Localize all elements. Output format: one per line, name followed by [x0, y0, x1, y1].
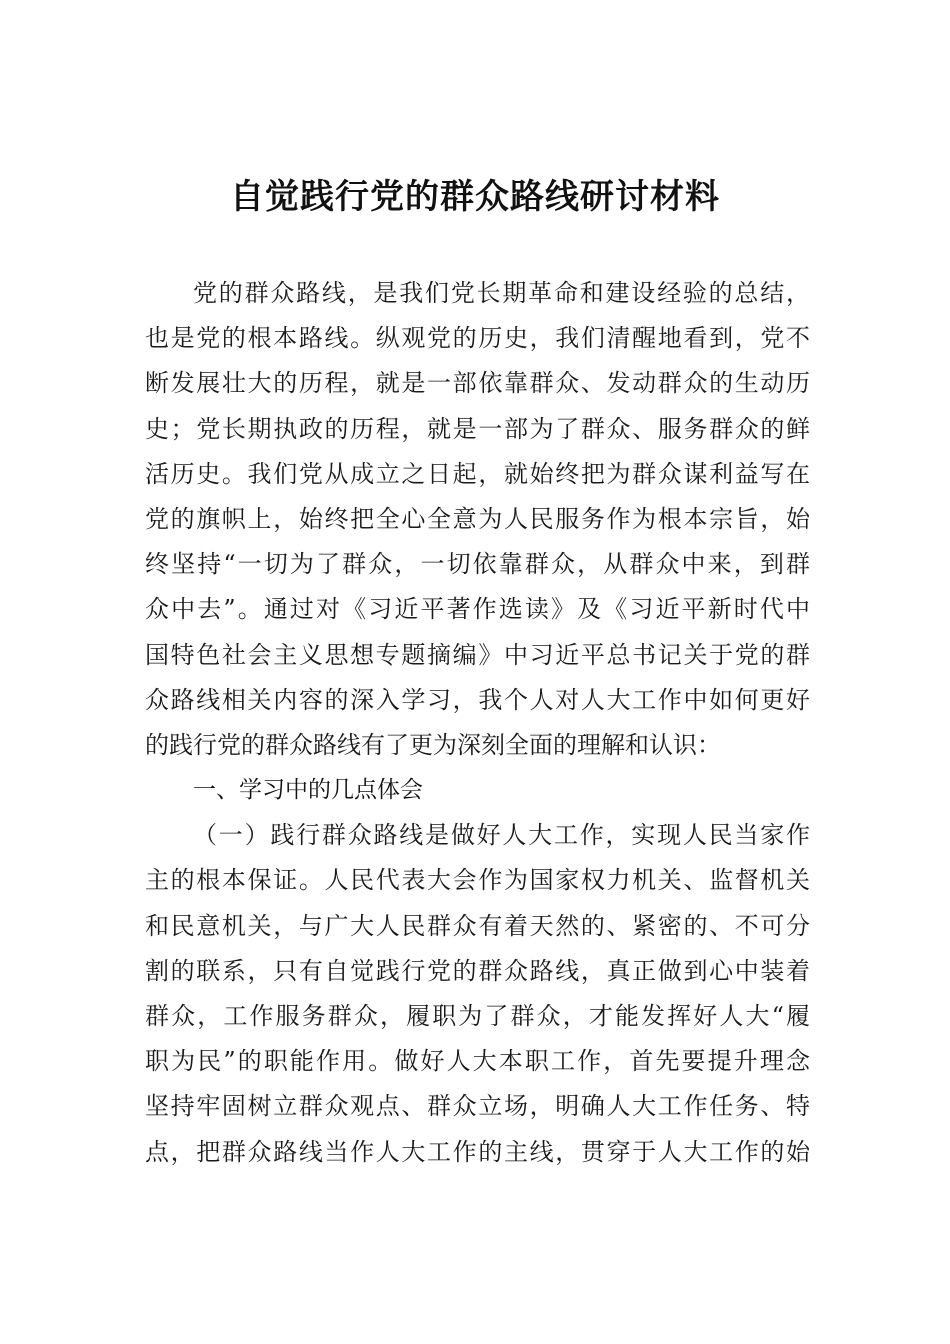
paragraph-intro: [145, 271, 810, 768]
text-line: 群众，工作服务群众，履职为了群众，才能发挥好人大“履: [145, 1002, 810, 1030]
text-line: 终坚持“一切为了群众，一切依靠群众，从群众中来，到群: [145, 550, 810, 579]
document-title: 自觉践行党的群众路线研讨材料: [230, 177, 720, 217]
text-line: 坚持牢固树立群众观点、群众立场，明确人大工作任务、特: [145, 1092, 810, 1121]
text-line: 史；党长期执政的历程，就是一部为了群众、服务群众的鲜: [145, 414, 810, 443]
text-line: 众路线相关内容的深入学习，我个人对人大工作中如何更好: [145, 685, 810, 714]
text-line: 的践行党的群众路线有了更为深刻全面的理解和认识：: [145, 730, 721, 759]
text-line: 众中去”。通过对《习近平著作选读》及《习近平新时代中: [145, 595, 810, 624]
paragraph-section1: [145, 813, 810, 1175]
text-line: 活历史。我们党从成立之日起，就始终把为群众谋利益写在: [145, 459, 810, 488]
section-heading: 一、学习中的几点体会: [193, 777, 423, 804]
text-line: 党的群众路线，是我们党长期革命和建设经验的总结，: [193, 279, 810, 307]
text-line: 职为民”的职能作用。做好人大本职工作，首先要提升理念: [145, 1047, 810, 1076]
text-line: （一）践行群众路线是做好人大工作，实现人民当家作: [193, 821, 810, 850]
text-line: 点，把群众路线当作人大工作的主线，贯穿于人大工作的始: [145, 1137, 810, 1166]
text-line: 也是党的根本路线。纵观党的历史，我们清醒地看到，党不: [145, 324, 810, 353]
text-line: 和民意机关，与广大人民群众有着天然的、紧密的、不可分: [145, 911, 810, 940]
text-line: 主的根本保证。人民代表大会作为国家权力机关、监督机关: [145, 866, 810, 895]
text-line: 割的联系，只有自觉践行党的群众路线，真正做到心中装着: [145, 956, 810, 985]
document-body: [145, 271, 810, 1175]
text-line: 国特色社会主义思想专题摘编》中习近平总书记关于党的群: [145, 640, 810, 669]
text-line: 党的旗帜上，始终把全心全意为人民服务作为根本宗旨，始: [145, 504, 810, 533]
text-line: 断发展壮大的历程，就是一部依靠群众、发动群众的生动历: [145, 369, 810, 398]
